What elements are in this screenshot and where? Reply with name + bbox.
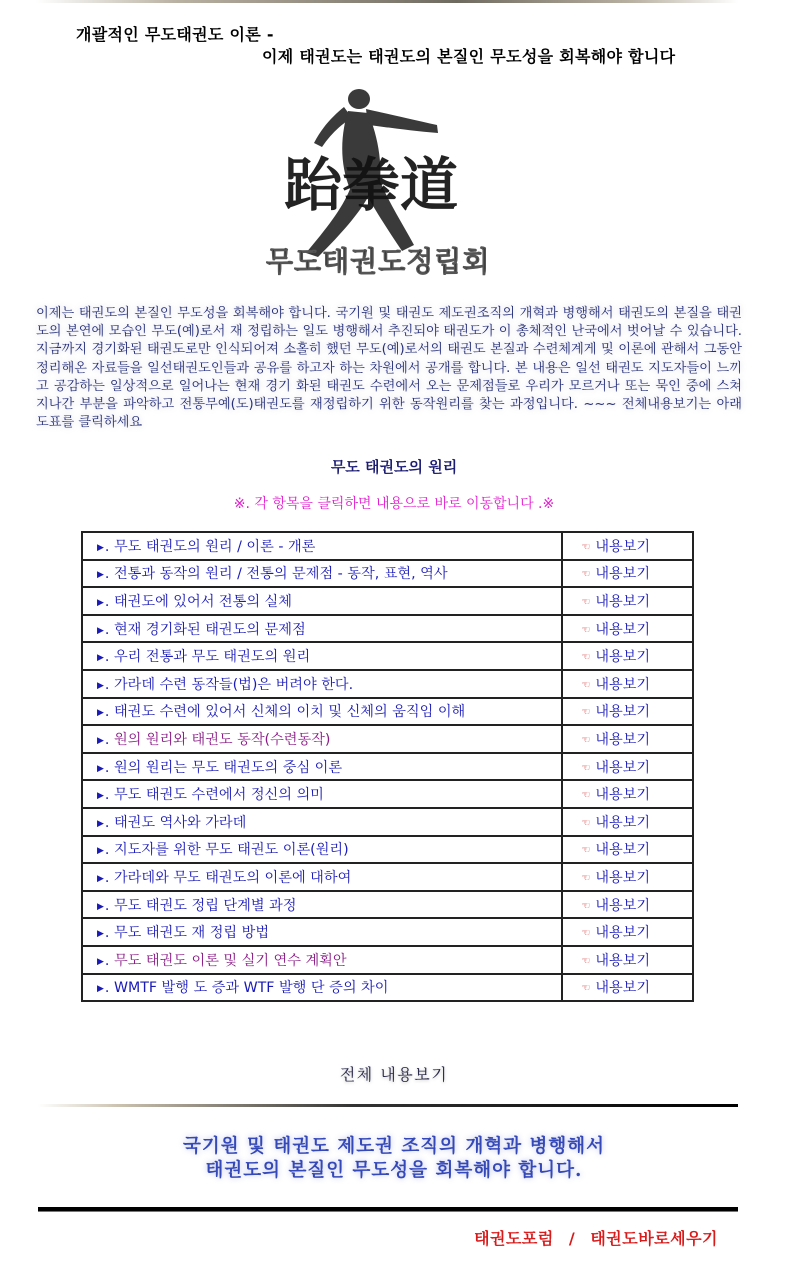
toc-item-link[interactable]: 태권도 역사와 가라데 <box>113 814 247 831</box>
view-content-link[interactable]: 내용보기 <box>595 593 651 610</box>
toc-title-cell <box>82 532 562 560</box>
toc-item-link[interactable]: 원의 원리와 태권도 동작(수련동작) <box>113 731 331 748</box>
toc-title-cell <box>82 642 562 670</box>
bottom-divider <box>38 1207 738 1212</box>
toc-item-link[interactable]: WMTF 발행 도 증과 WTF 발행 단 증의 차이 <box>113 980 389 997</box>
pointing-hand-icon: ☜ <box>581 596 591 608</box>
slogan-line-1: 국기원 및 태권도 제도권 조직의 개혁과 병행해서 <box>182 1136 606 1157</box>
toc-row <box>82 753 693 781</box>
pointing-hand-icon: ☜ <box>581 928 591 940</box>
play-arrow-icon: ▶ <box>97 929 104 940</box>
toc-item-link[interactable]: 원의 원리는 무도 태권도의 중심 이론 <box>113 759 343 776</box>
toc-row <box>82 532 693 560</box>
view-content-link[interactable]: 내용보기 <box>595 980 651 997</box>
toc-item-link[interactable]: 우리 전통과 무도 태권도의 원리 <box>113 649 311 666</box>
pointing-hand-icon: ☜ <box>581 900 591 912</box>
view-content-link[interactable]: 내용보기 <box>595 925 651 942</box>
toc-item-link[interactable]: 지도자를 위한 무도 태권도 이론(원리) <box>113 842 349 859</box>
view-content-link[interactable]: 내용보기 <box>595 759 651 776</box>
toc-table <box>81 531 694 1002</box>
toc-view-cell <box>562 532 693 560</box>
toc-item-link[interactable]: 전통과 동작의 원리 / 전통의 문제점 - 동작, 표현, 역사 <box>113 566 448 583</box>
view-content-link[interactable]: 내용보기 <box>595 814 651 831</box>
footer-separator: / <box>568 1229 576 1248</box>
toc-view-cell <box>562 587 693 615</box>
toc-view-cell <box>562 974 693 1002</box>
play-arrow-icon: ▶ <box>97 901 104 912</box>
view-content-link[interactable]: 내용보기 <box>595 704 651 721</box>
pointing-hand-icon: ☜ <box>581 845 591 857</box>
middle-divider <box>38 1104 738 1107</box>
toc-title-cell <box>82 780 562 808</box>
pointing-hand-icon: ☜ <box>581 624 591 636</box>
toc-view-cell <box>562 863 693 891</box>
toc-item-prefix: . <box>104 842 110 859</box>
view-content-link[interactable]: 내용보기 <box>595 538 651 555</box>
toc-view-cell <box>562 698 693 726</box>
play-arrow-icon: ▶ <box>97 791 104 802</box>
view-content-link[interactable]: 내용보기 <box>595 787 651 804</box>
pointing-hand-icon: ☜ <box>581 872 591 884</box>
taekwondo-logo <box>262 85 512 280</box>
view-content-link[interactable]: 내용보기 <box>595 897 651 914</box>
play-arrow-icon: ▶ <box>97 625 104 636</box>
toc-view-cell <box>562 642 693 670</box>
play-arrow-icon: ▶ <box>97 763 104 774</box>
toc-row <box>82 615 693 643</box>
view-content-link[interactable]: 내용보기 <box>595 952 651 969</box>
logo-hanja: 跆拳道 <box>284 151 459 219</box>
toc-row <box>82 836 693 864</box>
toc-title-cell <box>82 946 562 974</box>
toc-item-prefix: . <box>104 980 110 997</box>
toc-row <box>82 946 693 974</box>
footer-link-restore[interactable]: 태권도바로세우기 <box>590 1229 718 1248</box>
header-line-2: 이제 태권도는 태권도의 본질인 무도성을 회복해야 합니다 <box>262 47 676 66</box>
toc-item-link[interactable]: 무도 태권도 수련에서 정신의 의미 <box>113 787 324 804</box>
pointing-hand-icon: ☜ <box>581 983 591 995</box>
pointing-hand-icon: ☜ <box>581 652 591 664</box>
toc-view-cell <box>562 946 693 974</box>
intro-paragraph: 이제는 태권도의 본질인 무도성을 회복해야 합니다. 국기원 및 태권도 제도권조직의 개혁과 병행해서 태권도의 본질을 태권도의 본연에 모습인 무도(예)로서 재 정립하는 일도 병행해서 추진되야 태권도가 이 총체적인 난국에서 벗어날 수 있습니다. 지금까지 경기화된 태권도로만 인식되어져 소홀히 했던 무도(예)로서의 태권도 본질과 수련체계게 및 이론에 관해서 그동안 정리해온 자료들을 일선태권도인들과 공유를 하고자 하는 차원에서 공개를 합니다. 본 내용은 일선 태권도 지도자들이 느끼고 공감하는 일상적으로 일어나는 현재 경기 화된 태권도 수련에서 오는 문제점들로 우리가 모르거나 또는 묵인 중에 스쳐 지나간 부분을 파악하고 전통무예(도)태권도를 재정립하기 위한 동작원리를 찾는 과정입니다. ~~~ 전체내용보기는 아래 도표를 클릭하세요 <box>36 306 742 431</box>
toc-item-prefix: . <box>104 676 110 693</box>
toc-title-cell <box>82 863 562 891</box>
toc-item-prefix: . <box>104 731 110 748</box>
toc-title-cell <box>82 670 562 698</box>
view-content-link[interactable]: 내용보기 <box>595 621 651 638</box>
toc-item-prefix: . <box>104 566 110 583</box>
click-notice: ※. 각 항목을 클릭하면 내용으로 바로 이동합니다 .※ <box>233 496 555 512</box>
toc-item-link[interactable]: 가라데와 무도 태권도의 이론에 대하여 <box>113 869 352 886</box>
toc-item-prefix: . <box>104 649 110 666</box>
toc-item-prefix: . <box>104 704 110 721</box>
toc-view-cell <box>562 670 693 698</box>
view-content-link[interactable]: 내용보기 <box>595 842 651 859</box>
pointing-hand-icon: ☜ <box>581 679 591 691</box>
toc-row <box>82 698 693 726</box>
toc-item-link[interactable]: 무도 태권도의 원리 / 이론 - 개론 <box>113 538 316 555</box>
toc-title-cell <box>82 560 562 588</box>
toc-row <box>82 780 693 808</box>
play-arrow-icon: ▶ <box>97 818 104 829</box>
top-divider <box>36 0 738 3</box>
toc-item-link[interactable]: 무도 태권도 재 정립 방법 <box>113 925 270 942</box>
toc-title-cell <box>82 587 562 615</box>
toc-row <box>82 642 693 670</box>
toc-title-cell <box>82 753 562 781</box>
toc-view-cell <box>562 836 693 864</box>
toc-item-link[interactable]: 무도 태권도 이론 및 실기 연수 계획안 <box>113 952 347 969</box>
footer-links <box>474 1226 718 1249</box>
toc-item-prefix: . <box>104 621 110 638</box>
toc-title-cell <box>82 698 562 726</box>
toc-view-cell <box>562 808 693 836</box>
toc-row <box>82 587 693 615</box>
play-arrow-icon: ▶ <box>97 542 104 553</box>
play-arrow-icon: ▶ <box>97 956 104 967</box>
toc-item-prefix: . <box>104 759 110 776</box>
toc-item-link[interactable]: 태권도에 있어서 전통의 실체 <box>113 593 292 610</box>
toc-title-cell <box>82 918 562 946</box>
toc-title-cell <box>82 836 562 864</box>
toc-row <box>82 974 693 1002</box>
play-arrow-icon: ▶ <box>97 846 104 857</box>
pointing-hand-icon: ☜ <box>581 955 591 967</box>
play-arrow-icon: ▶ <box>97 735 104 746</box>
pointing-hand-icon: ☜ <box>581 569 591 581</box>
toc-title-cell <box>82 615 562 643</box>
toc-row <box>82 891 693 919</box>
toc-item-prefix: . <box>104 787 110 804</box>
toc-item-prefix: . <box>104 952 110 969</box>
header-line-1: 개괄적인 무도태권도 이론 - <box>76 25 274 44</box>
play-arrow-icon: ▶ <box>97 873 104 884</box>
toc-title-cell <box>82 808 562 836</box>
toc-item-link[interactable]: 가라데 수련 동작들(법)은 버려야 한다. <box>113 676 354 693</box>
play-arrow-icon: ▶ <box>97 653 104 664</box>
pointing-hand-icon: ☜ <box>581 790 591 802</box>
full-view-link[interactable]: 전체 내용보기 <box>339 1065 449 1084</box>
toc-view-cell <box>562 560 693 588</box>
pointing-hand-icon: ☜ <box>581 541 591 553</box>
toc-item-link[interactable]: 무도 태권도 정립 단계별 과정 <box>113 897 297 914</box>
toc-item-prefix: . <box>104 538 110 555</box>
play-arrow-icon: ▶ <box>97 984 104 995</box>
toc-view-cell <box>562 753 693 781</box>
footer-link-forum[interactable]: 태권도포럼 <box>474 1229 554 1248</box>
toc-row <box>82 670 693 698</box>
pointing-hand-icon: ☜ <box>581 762 591 774</box>
toc-item-link[interactable]: 현재 경기화된 태권도의 문제점 <box>113 621 306 638</box>
toc-view-cell <box>562 918 693 946</box>
toc-item-prefix: . <box>104 869 110 886</box>
toc-item-prefix: . <box>104 925 110 942</box>
view-content-link[interactable]: 내용보기 <box>595 731 651 748</box>
toc-item-prefix: . <box>104 814 110 831</box>
toc-row <box>82 560 693 588</box>
toc-view-cell <box>562 615 693 643</box>
toc-title-cell <box>82 891 562 919</box>
toc-row <box>82 808 693 836</box>
view-content-link[interactable]: 내용보기 <box>595 869 651 886</box>
view-content-link[interactable]: 내용보기 <box>595 649 651 666</box>
play-arrow-icon: ▶ <box>97 570 104 581</box>
toc-view-cell <box>562 891 693 919</box>
toc-item-prefix: . <box>104 593 110 610</box>
pointing-hand-icon: ☜ <box>581 734 591 746</box>
slogan-line-2: 태권도의 본질인 무도성을 회복해야 합니다. <box>205 1160 583 1181</box>
toc-title-cell <box>82 725 562 753</box>
toc-item-prefix: . <box>104 897 110 914</box>
toc-view-cell <box>562 780 693 808</box>
view-content-link[interactable]: 내용보기 <box>595 566 651 583</box>
toc-item-link[interactable]: 태권도 수련에 있어서 신체의 이치 및 신체의 움직임 이해 <box>113 704 466 721</box>
toc-title-cell <box>82 974 562 1002</box>
section-title: 무도 태권도의 원리 <box>330 458 458 476</box>
view-content-link[interactable]: 내용보기 <box>595 676 651 693</box>
pointing-hand-icon: ☜ <box>581 707 591 719</box>
play-arrow-icon: ▶ <box>97 680 104 691</box>
toc-row <box>82 918 693 946</box>
logo-org-name: 무도태권도정립회 <box>266 245 491 278</box>
toc-row <box>82 725 693 753</box>
toc-view-cell <box>562 725 693 753</box>
pointing-hand-icon: ☜ <box>581 817 591 829</box>
toc-row <box>82 863 693 891</box>
play-arrow-icon: ▶ <box>97 597 104 608</box>
play-arrow-icon: ▶ <box>97 708 104 719</box>
